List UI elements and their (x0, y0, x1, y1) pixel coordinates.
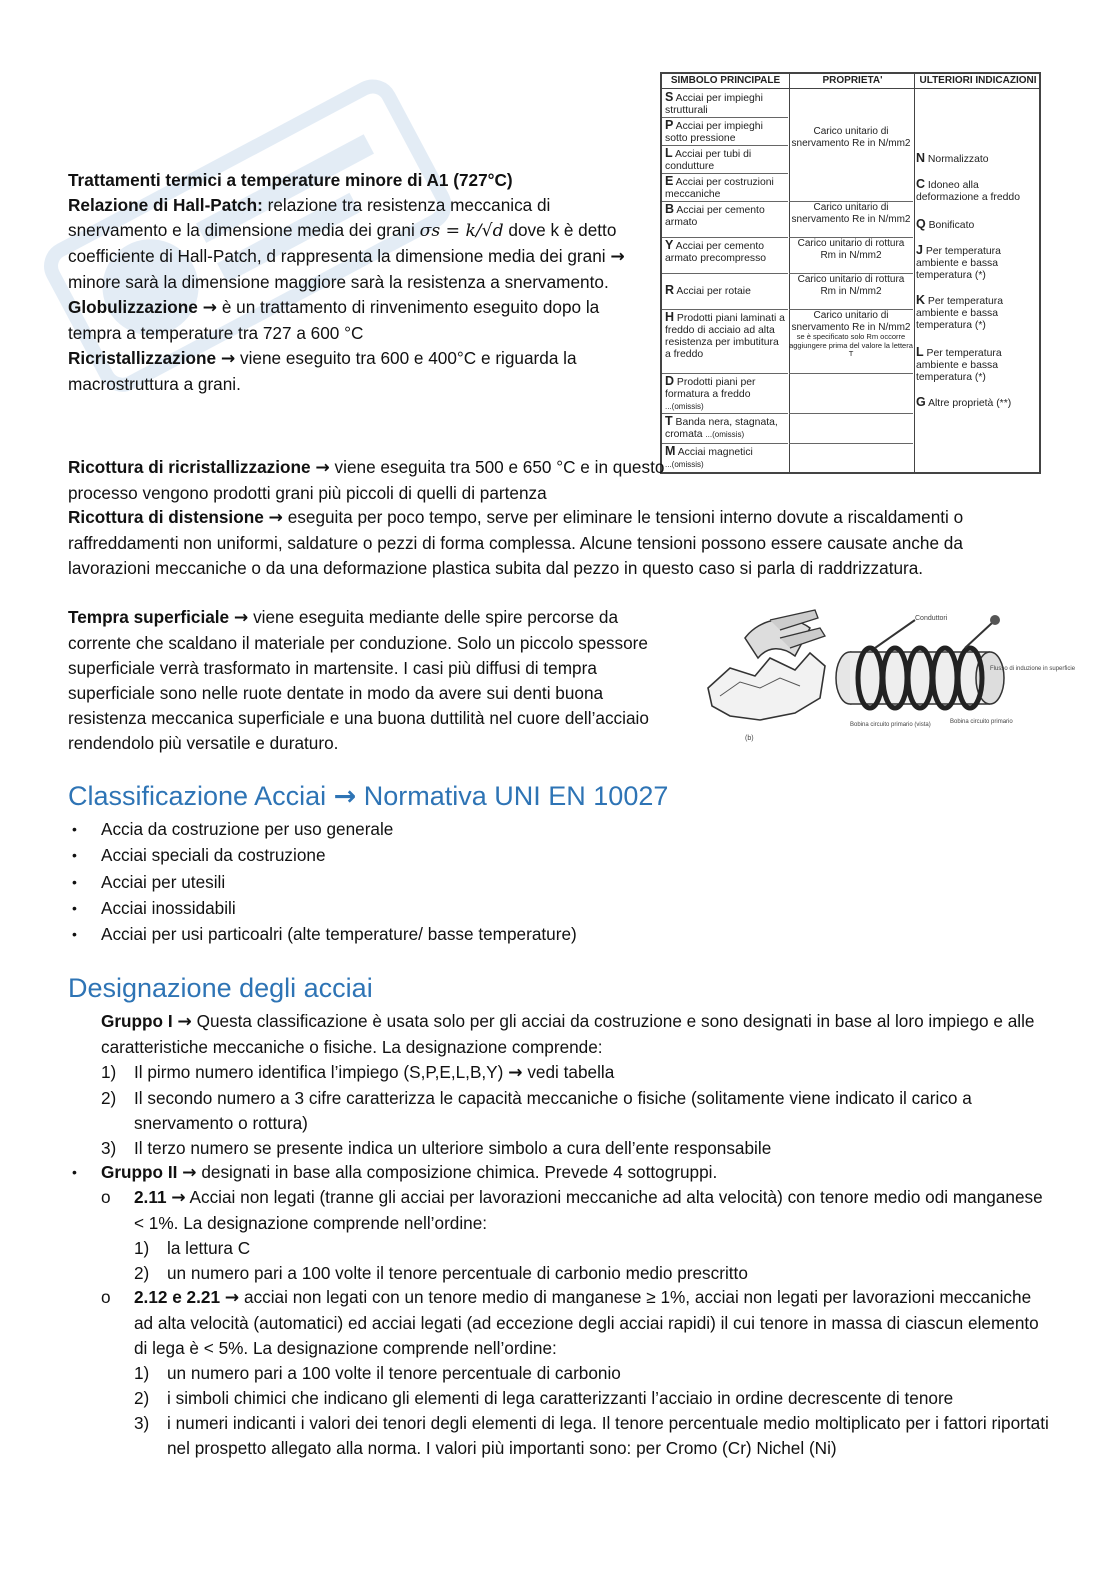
arrow-icon: → (233, 608, 249, 628)
further-item: C Idoneo alla deformazione a freddo (916, 177, 1020, 203)
further-item: N Normalizzato (916, 151, 989, 165)
property-yield: Carico unitario di snervamento Re in N/mm2 (789, 202, 913, 238)
list-item: 2) i simboli chimici che indicano gli elementi di lega caratterizzanti l’acciaio in ordine decrescente di tenore (134, 1388, 954, 1408)
list-item: 3) i numeri indicanti i valori dei tenori degli elementi di lega. Il tenore percentuale medio moltiplicato per i fattori riportati nel prospetto allegato alla norma. I valori più importanti sono: per Cromo (Cr) Nichel (Ni) (134, 1413, 1049, 1458)
hall-formula: σs = k/√d (419, 221, 504, 241)
table-header-symbol: SIMBOLO PRINCIPALE (662, 74, 789, 89)
table-row: L Acciai per tubi di condutture (662, 146, 788, 174)
arrow-icon: → (333, 781, 357, 812)
table-header-further: ULTERIORI INDICAZIONI (916, 74, 1040, 89)
further-item: J Per temperatura ambiente e bassa temperatura (*) (916, 243, 1001, 281)
table-row: B Acciai per cemento armato (662, 202, 788, 238)
designation-table (660, 72, 1041, 474)
list-item: 1) Il pirmo numero identifica l’impiego (S,P,E,L,B,Y) → vedi tabella (101, 1062, 615, 1083)
further-item: G Altre proprietà (**) (916, 395, 1012, 409)
further-item: Q Bonificato (916, 217, 975, 231)
arrow-icon: → (268, 508, 283, 528)
illus-label: Bobina circuito primario (950, 719, 1013, 725)
list-item: 1) un numero pari a 100 volte il tenore percentuale di carbonio (134, 1363, 621, 1383)
gruppo-2: • Gruppo II → designati in base alla composizione chimica. Prevede 4 sottogruppi. (72, 1162, 718, 1183)
gruppo-1: Gruppo I → Questa classificazione è usata solo per gli acciai da costruzione e sono designati in base al loro impiego e alle caratteristiche meccaniche o fisiche. La designazione comprende: 1) Il pirmo numero identifica l’impiego (S,P,E,L,B,Y) → vedi tabella 2) Il secondo numero a 3 cifre caratterizza le capacità meccaniche o fisiche (solitamente viene indicato il carico a snervamento o rottura) 3) Il terzo numero se presente indica un ulteriore simbolo a cura dell’ente responsabile (101, 1009, 1061, 1161)
sottogruppo-2-11: o 2.11 → Acciai non legati (tranne gli acciai per lavorazioni meccaniche ad alta velocità) con tenore medio odi manganese < 1%. La designazione comprende nell’ordine: 1) la lettura C 2) un numero pari a 100 volte il tenore percentuale di carbonio medio prescritto (101, 1185, 1051, 1286)
list-item: 1) la lettura C (134, 1238, 251, 1258)
list-item: 3) Il terzo numero se presente indica un ulteriore simbolo a cura dell’ente responsabile (101, 1138, 772, 1158)
arrow-icon: → (177, 1012, 192, 1032)
hall-patch-paragraph: Relazione di Hall-Patch: relazione tra resistenza meccanica di snervamento e la dimensione media dei grani σs = k/√d dove k è detto coefficiente di Hall-Patch, d rappresenta la dimensione media dei grani → minore sarà la dimensione maggiore sarà la resistenza a snervamento. (68, 195, 625, 292)
table-row: H Prodotti piani laminati a freddo di acciaio ad alta resistenza per imbutitura a freddo (662, 310, 788, 374)
table-header-property: PROPRIETA' (789, 74, 916, 89)
arrow-icon: → (315, 458, 330, 478)
arrow-icon: → (171, 1188, 186, 1208)
list-item: • Acciai per utesili (72, 871, 226, 892)
table-row: Y Acciai per cemento armato precompresso (662, 238, 788, 274)
globulizzazione-paragraph: Globulizzazione → è un trattamento di rinvenimento eseguito dopo la tempra a temperature tra 727 a 600 °C (68, 297, 600, 343)
list-item: 2) Il secondo numero a 3 cifre caratterizza le capacità meccaniche o fisiche (solitamente viene indicato il carico a snervamento o rottura) (101, 1088, 972, 1133)
table-row: T Banda nera, stagnata, cromata ...(omissis) (662, 414, 788, 444)
section-title: Trattamenti termici a temperature minore di A1 (727°C) (68, 170, 513, 190)
sottogruppo-2-12-2-21: o 2.12 e 2.21 → acciai non legati con un tenore medio di manganese ≥ 1%, acciai non legati per lavorazioni meccaniche ad alta velocità (automatici) ed acciai legati (ad eccezione degli acciai rapidi) il cui tenore in massa di ciascun elemento di lega è < 5%. La designazione comprende nell’ordine: 1) un numero pari a 100 volte il tenore percentuale di carbonio 2) i simboli chimici che indicano gli elementi di lega caratterizzanti l’acciaio in ordine decrescente di tenore 3) i numeri indicanti i valori dei tenori degli elementi di lega. Il tenore percentuale medio moltiplicato per i fattori riportati nel prospetto allegato alla norma. I valori più importanti sono: per Cromo (Cr) Nichel (Ni) (101, 1285, 1051, 1461)
table-row: M Acciai magnetici ...(omissis) (665, 444, 753, 469)
arrow-icon: → (182, 1163, 197, 1183)
arrow-icon: → (202, 298, 218, 318)
table-row: D Prodotti piani per formatura a freddo ...(omissis) (662, 374, 788, 414)
illus-label: (b) (745, 735, 754, 742)
further-item: L Per temperatura ambiente e bassa temperatura (*) (916, 345, 1002, 383)
property-tensile: Carico unitario di rottura Rm in N/mm2 (789, 274, 913, 310)
table-row: R Acciai per rotaie (662, 274, 788, 310)
ricristallizzazione-paragraph: Ricristallizzazione → viene eseguito tra 600 e 400°C e riguarda la macrostruttura a grani. (68, 348, 577, 394)
arrow-icon: → (610, 247, 625, 267)
property-tensile: Carico unitario di rottura Rm in N/mm2 (789, 238, 913, 274)
tempra-superficiale: Tempra superficiale → viene eseguita mediante delle spire percorse da corrente che scaldano il materiale per conduzione. Solo un piccolo spessore superficiale verrà trasformato in martensite. I casi più diffusi di tempra superficiale sono nelle ruote dentate in modo da avere sui denti buona resistenza meccanica superficiale e una buona duttilità nel cuore dell’acciaio rendendolo più versatile e duraturo. (68, 607, 649, 753)
arrow-icon: → (508, 1063, 523, 1083)
illus-label: Bobina circuito primario (vista) (850, 722, 931, 728)
arrow-icon: → (224, 1288, 240, 1308)
ricottura-ricristallizzazione: Ricottura di ricristallizzazione → viene eseguita tra 500 e 650 °C e in questo processo vengono prodotti grani più piccoli di quelli di partenza (68, 457, 665, 503)
illus-label: Flusso di induzione in superficie (990, 666, 1076, 672)
further-item: K Per temperatura ambiente e bassa temperatura (*) (916, 293, 1004, 331)
table-row: E Acciai per costruzioni meccaniche (662, 174, 788, 202)
heading-classificazione: Classificazione Acciai → Normativa UNI EN 10027 (68, 781, 669, 812)
list-item: • Acciai inossidabili (72, 897, 236, 918)
property-yield: Carico unitario di snervamento Re in N/mm2 (789, 90, 913, 202)
induction-coil-illustration (700, 598, 1076, 748)
list-item: 2) un numero pari a 100 volte il tenore percentuale di carbonio medio prescritto (134, 1263, 748, 1283)
illus-label: Conduttori (915, 615, 948, 622)
arrow-icon: → (220, 349, 236, 369)
ricottura-distensione: Ricottura di distensione → eseguita per poco tempo, serve per eliminare le tensioni interno dovute a riscaldamenti o raffreddamenti non uniformi, saldature o pezzi di forma complessa. Alcune tensioni possono essere causate anche da lavorazioni meccaniche o da una deformazione plastica subita dal pezzo in questo caso si parla di raddrizzatura. (68, 507, 964, 578)
list-item: • Acciai per usi particoalri (alte temperature/ basse temperature) (72, 924, 577, 945)
table-row: P Acciai per impieghi sotto pressione (662, 118, 788, 146)
list-item: • Acciai speciali da costruzione (72, 845, 326, 866)
property-yield-note: Carico unitario di snervamento Re in N/mm2 se è specificato solo Rm occorre aggiungere prima del valore la lettera T (789, 310, 913, 374)
list-item: • Accia da costruzione per uso generale (72, 819, 394, 839)
classificazione-list (68, 817, 1068, 948)
table-row: S Acciai per impieghi strutturali (662, 90, 788, 118)
heading-designazione: Designazione degli acciai (68, 973, 373, 1003)
intro-section (68, 168, 648, 397)
